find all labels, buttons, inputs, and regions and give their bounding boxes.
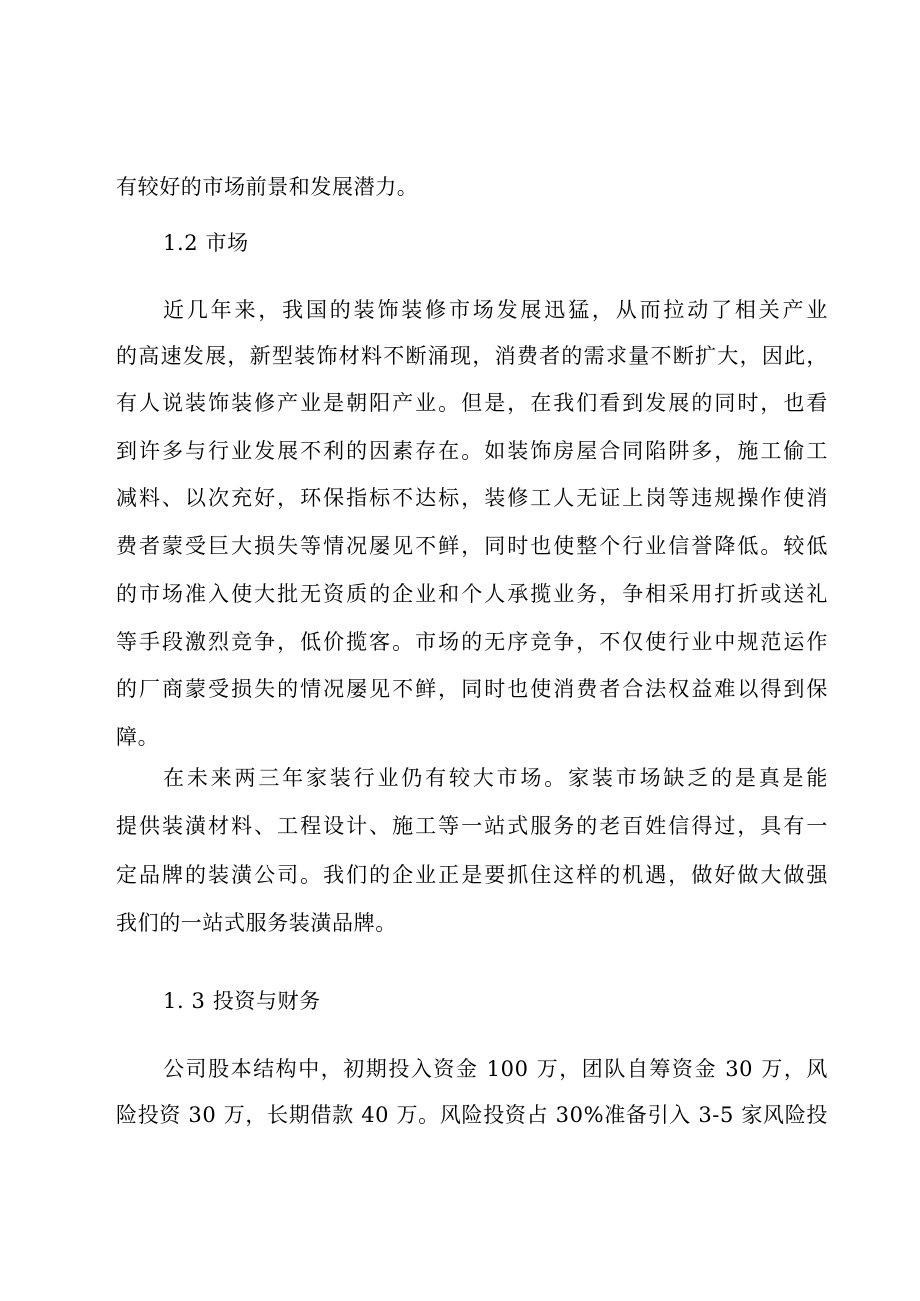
paragraph-line: 等手段激烈竞争，低价揽客。市场的无序竞争，不仅使行业中规范运作 (116, 630, 828, 654)
paragraph-line: 的高速发展，新型装饰材料不断涌现，消费者的需求量不断扩大，因此， (116, 344, 828, 368)
section-heading-market: 1.2 市场 (163, 231, 249, 255)
paragraph-line: 障。 (116, 725, 160, 749)
paragraph-line: 近几年来，我国的装饰装修市场发展迅猛，从而拉动了相关产业 (163, 298, 828, 322)
paragraph-line: 定品牌的装潢公司。我们的企业正是要抓住这样的机遇，做好做大做强 (116, 863, 828, 887)
paragraph-line: 在未来两三年家装行业仍有较大市场。家装市场缺乏的是真是能 (163, 766, 828, 790)
paragraph-line: 有较好的市场前景和发展潜力。 (116, 175, 419, 199)
paragraph-line: 到许多与行业发展不利的因素存在。如装饰房屋合同陷阱多，施工偷工 (116, 439, 828, 463)
paragraph-line: 险投资 30 万，长期借款 40 万。风险投资占 30%准备引入 3-5 家风险投 (116, 1103, 828, 1127)
paragraph-line: 的市场准入使大批无资质的企业和个人承揽业务，争相采用打折或送礼 (116, 582, 828, 606)
paragraph-line: 我们的一站式服务装潢品牌。 (116, 911, 397, 935)
paragraph-line: 提供装潢材料、工程设计、施工等一站式服务的老百姓信得过，具有一 (116, 814, 828, 838)
paragraph-line: 公司股本结构中，初期投入资金 100 万，团队自筹资金 30 万，风 (163, 1057, 828, 1081)
paragraph-line: 减料、以次充好，环保指标不达标，装修工人无证上岗等违规操作使消 (116, 486, 828, 510)
paragraph-line: 的厂商蒙受损失的情况屡见不鲜，同时也使消费者合法权益难以得到保 (116, 677, 828, 701)
section-heading-investment: 1. 3 投资与财务 (163, 989, 321, 1013)
paragraph-line: 有人说装饰装修产业是朝阳产业。但是，在我们看到发展的同时，也看 (116, 391, 828, 415)
paragraph-line: 费者蒙受巨大损失等情况屡见不鲜，同时也使整个行业信誉降低。较低 (116, 534, 828, 558)
